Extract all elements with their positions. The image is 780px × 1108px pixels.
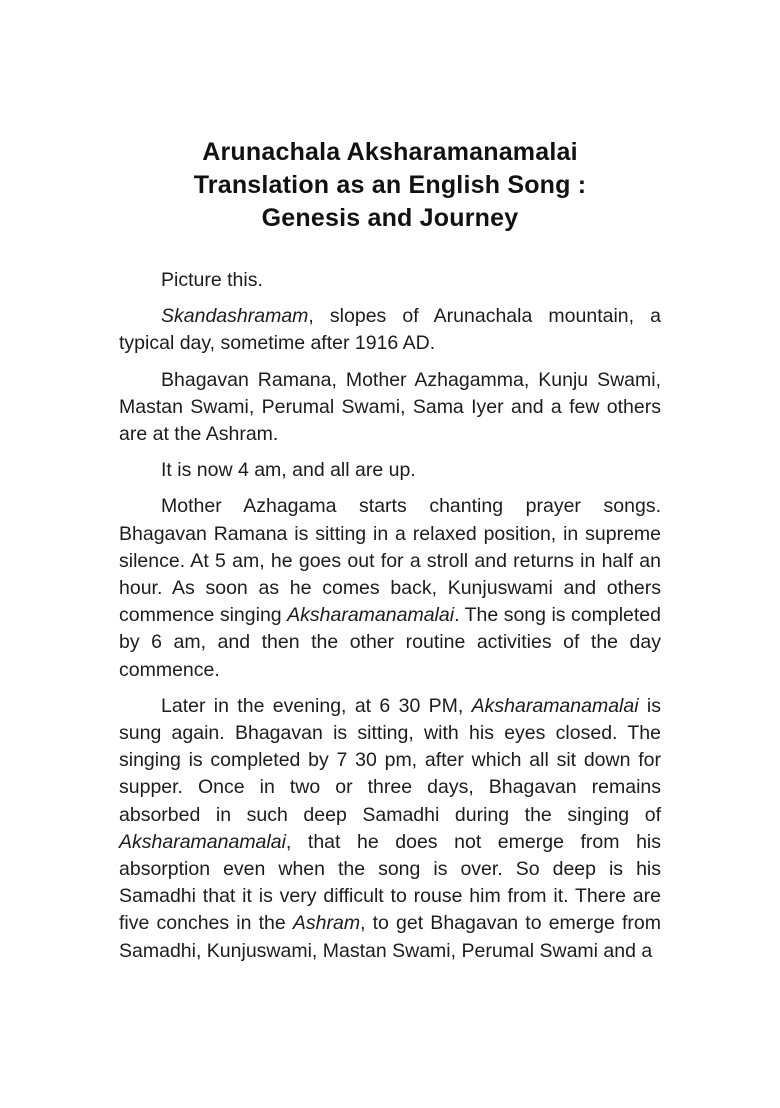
title-line-1: Arunachala Aksharamanamalai	[202, 138, 578, 166]
page-title	[0, 0, 780, 235]
body-text	[119, 267, 661, 965]
paragraph-1: Picture this.	[161, 269, 263, 291]
paragraph-6: Later in the evening, at 6 30 PM, Aksharamanamalai is sung again. Bhagavan is sitting, with his eyes closed. The singing is completed by 7 30 pm, after which all sit down for supper. Once in two or three days, Bhagavan remains absorbed in such deep Samadhi during the singing of Aksharamanamalai, that he does not emerge from his absorption even when the song is over. So deep is his Samadhi that it is very difficult to rouse him from it. There are five conches in the Ashram, to get Bhagavan to emerge from Samadhi, Kunjuswami, Mastan Swami, Perumal Swami and a	[119, 694, 662, 962]
title-line-2: Translation as an English Song :	[193, 171, 587, 199]
paragraph-4: It is now 4 am, and all are up.	[161, 459, 416, 482]
paragraph-5: Mother Azhagama starts chanting prayer songs. Bhagavan Ramana is sitting in a relaxed position, in supreme silence. At 5 am, he goes out for a stroll and returns in half an hour. As soon as he comes back, Kunjuswami and others commence singing Aksharamanamalai. The song is completed by 6 am, and then the other routine activities of the day commence.	[119, 495, 661, 681]
title-line-3: Genesis and Journey	[261, 204, 519, 232]
paragraph-2: Skandashramam, slopes of Arunachala mountain, a typical day, sometime after 1916 AD.	[119, 305, 661, 355]
paragraph-3: Bhagavan Ramana, Mother Azhagamma, Kunju Swami, Mastan Swami, Perumal Swami, Sama Iyer and a few others are at the Ashram.	[119, 368, 661, 446]
